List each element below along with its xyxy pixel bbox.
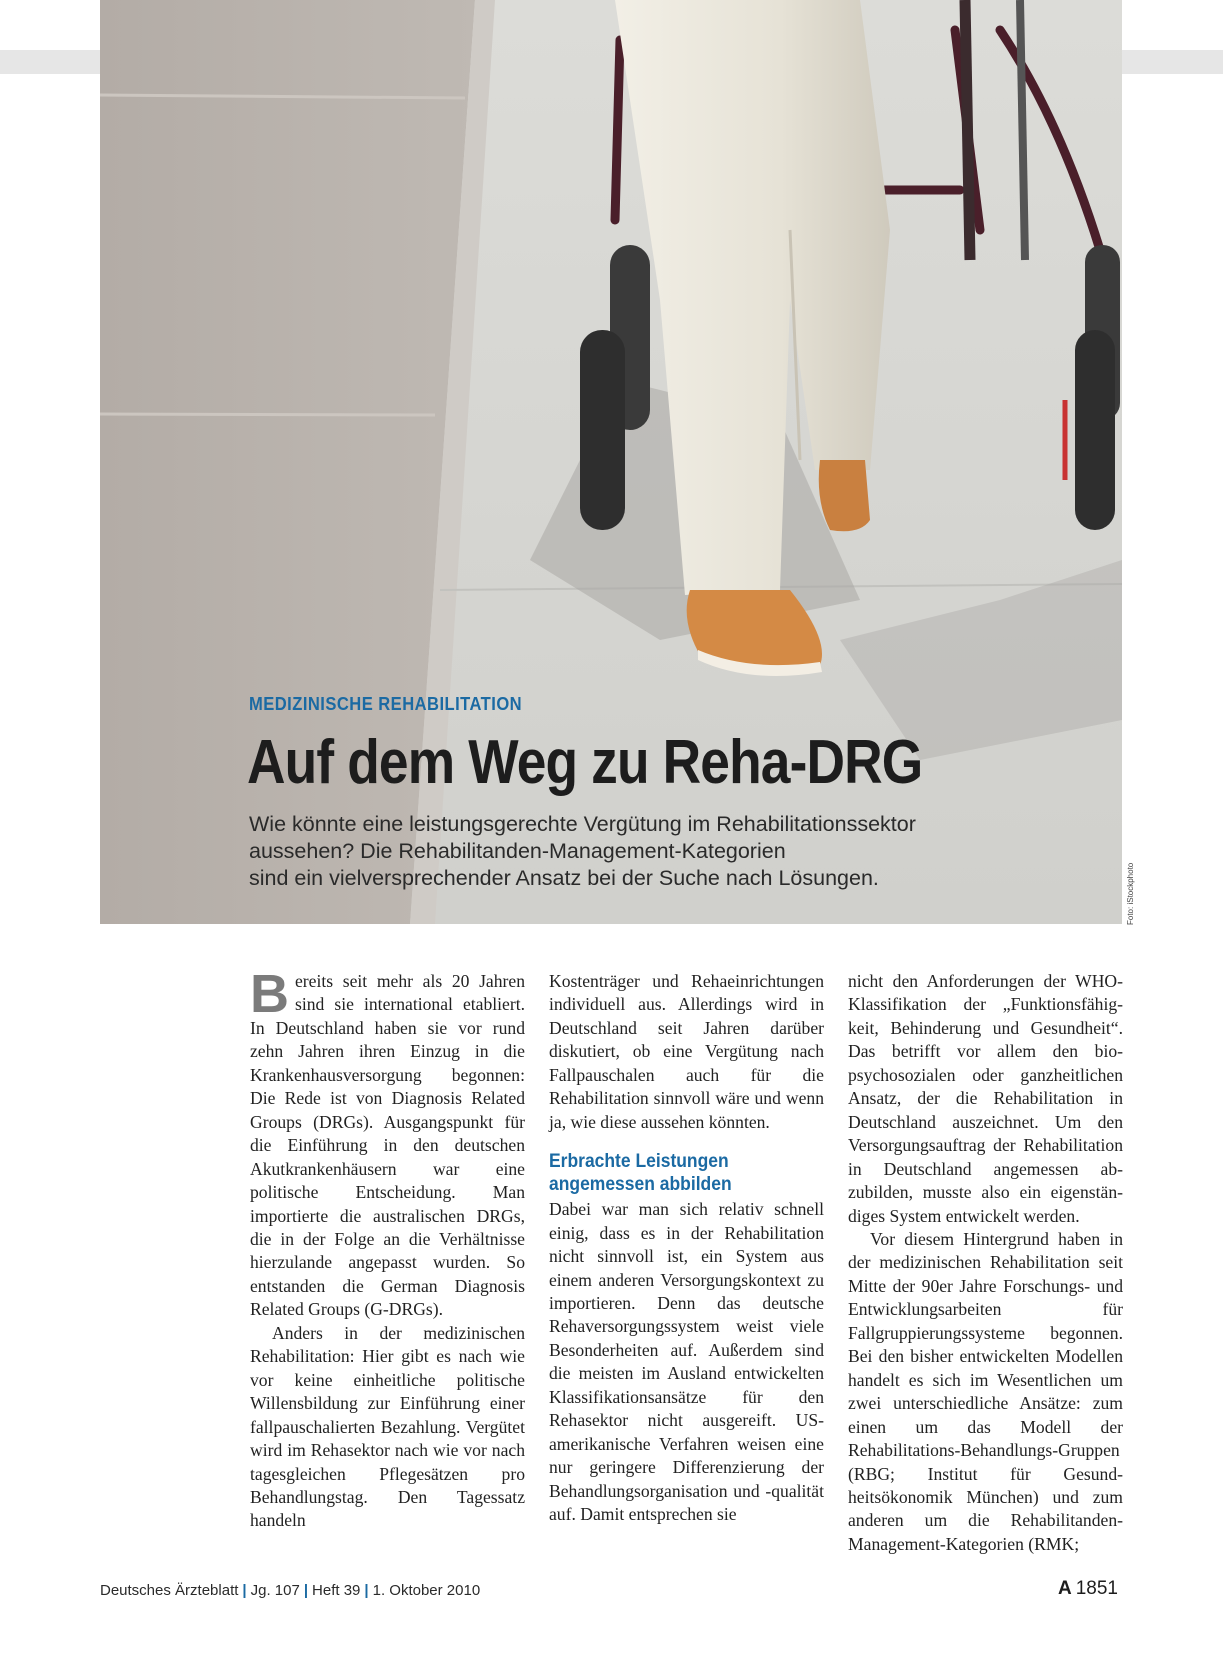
top-gray-bar-left bbox=[0, 50, 100, 74]
page-footer bbox=[100, 1582, 480, 1599]
separator: | bbox=[242, 1582, 247, 1599]
separator: | bbox=[303, 1582, 309, 1599]
top-gray-bar-right bbox=[1122, 50, 1223, 74]
paragraph: Vor diesem Hintergrund haben in der medizinischen Rehabilitation seit Mitte der 90er Jahre Forschungs- und Entwicklungsarbeiten für Fallgruppierungssysteme begonnen. Bei den bisher entwickelten Modellen handelt es sich im Wesentlichen um zwei unterschiedliche Ansätze: zum einen um das Modell der Rehabilitations-Behandlungs-Gruppen (RBG; Institut für Gesundheitsökonomik München) und zum anderen um die Rehabilitanden-Management-Kategorien (RMK; bbox=[848, 1228, 1123, 1554]
issue-date: 1. Oktober 2010 bbox=[372, 1582, 481, 1599]
lead-line: sind ein vielversprechender Ansatz bei der Suche nach Lösungen. bbox=[249, 866, 879, 890]
subheading-line: Erbrachte Leistungen bbox=[549, 1151, 729, 1173]
lead-line: aussehen? Die Rehabilitanden-Management-Kategorien bbox=[249, 839, 786, 863]
subheading bbox=[549, 1150, 802, 1196]
article-column-3 bbox=[848, 970, 1123, 1556]
subheading-line: angemessen abbilden bbox=[549, 1174, 732, 1196]
article-column-1 bbox=[250, 964, 525, 1533]
page-number-value: 1851 bbox=[1075, 1578, 1118, 1599]
paragraph: Dabei war man sich relativ schnell einig, dass es in der Rehabilitation nicht sinnvoll ist, ein System aus einem anderen Versorgungskontext zu importieren. Denn das deutsche Rehaversorgungssystem weist viele Besonderheiten auf. Außerdem sind die meisten im Ausland entwickelten Klassifikationsansätze für den Rehasektor nicht ausgereift. US-amerikanische Verfahren weisen eine nur geringere Differenzierung der Behandlungsorganisation und -qualität auf. Damit entsprechen sie bbox=[549, 1199, 824, 1525]
paragraph-text: ereits seit mehr als 20 Jahren sind sie international etabliert. In Deutschland haben sie vor rund zehn Jahren ihren Einzug in die Krankenhausversorgung begonnen: Die Rede ist von Diagnosis Related Groups (DRGs). Ausgangspunkt für die Einführung in den deutschen Akutkrankenhäusern war eine politische Entscheidung. Man importierte die australischen DRGs, die in der Folge an die Verhältnisse hierzulande angepasst wurden. So entstanden die German Diagnosis Related Groups (G-DRGs). bbox=[250, 971, 525, 1320]
journal-name: Deutsches Ärzteblatt bbox=[100, 1582, 239, 1599]
paragraph bbox=[250, 964, 525, 1322]
lead-line: Wie könnte eine leistungsgerechte Vergütung im Rehabilitationssektor bbox=[249, 812, 916, 836]
article-lead bbox=[249, 811, 1009, 892]
article-title: Auf dem Weg zu Reha-DRG bbox=[247, 728, 923, 797]
paragraph: nicht den Anforderungen der WHO-Klassifikation der „Funktionsfähigkeit, Behinderung und Gesundheit“. Das betrifft vor allem den biopsychosozialen oder ganzheitlichen Ansatz, der die Rehabilitation in Deutschland auszeichnet. Um den Versorgungsauftrag der Rehabilitation in Deutschland angemessen abzubilden, musste also ein eigenständiges System entwickelt werden. bbox=[848, 971, 1123, 1226]
page-number bbox=[1058, 1578, 1118, 1600]
journal-issue: Heft 39 bbox=[312, 1582, 361, 1599]
journal-volume: Jg. 107 bbox=[250, 1582, 300, 1599]
separator: | bbox=[364, 1582, 369, 1599]
section-kicker: MEDIZINISCHE REHABILITATION bbox=[249, 694, 523, 714]
photo-credit: Foto: iStockphoto bbox=[1126, 862, 1135, 925]
paragraph: Kostenträger und Rehaeinrichtungen individuell aus. Allerdings wird in Deutschland seit Jahren darüber diskutiert, ob eine Vergütung nach Fallpauschalen auch für die Rehabilitation sinnvoll wäre und wenn ja, wie diese aussehen könnten. bbox=[549, 971, 824, 1132]
drop-cap: B bbox=[250, 964, 289, 1024]
page-prefix: A bbox=[1057, 1578, 1072, 1599]
paragraph: Anders in der medizinischen Rehabilitation: Hier gibt es nach wie vor keine einheitliche politische Willensbildung zur Einführung einer fallpauschalierten Bezahlung. Vergütet wird im Rehasektor nach wie vor nach tagesgleichen Pflegesätzen pro Behandlungstag. Den Tagessatz handeln bbox=[250, 1322, 525, 1531]
article-column-2 bbox=[549, 970, 824, 1527]
